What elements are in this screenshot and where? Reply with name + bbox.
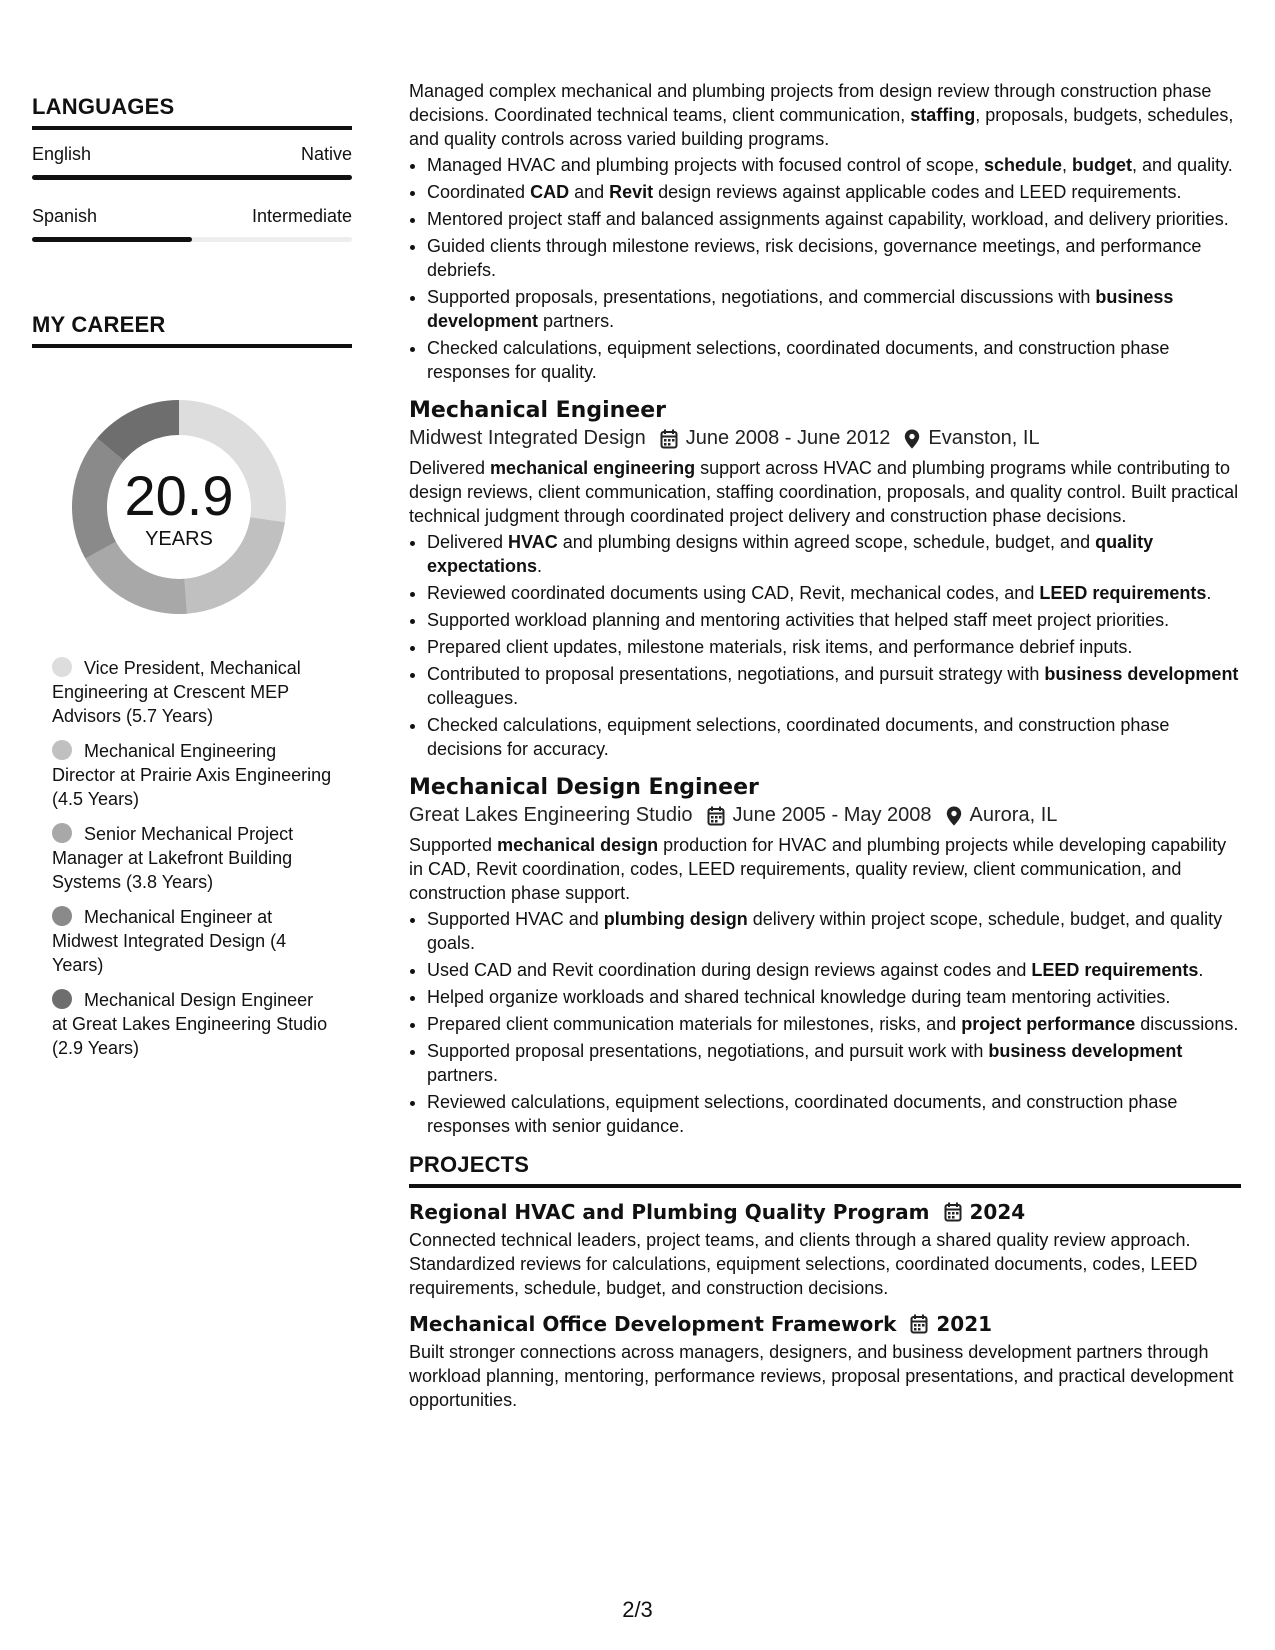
- bullet: • Used CAD and Revit coordination during design reviews against codes and LEED requirements.: [427, 958, 1241, 982]
- career-title: MY CAREER: [32, 312, 352, 348]
- project-name: Mechanical Office Development Framework: [409, 1312, 897, 1336]
- job-dates: June 2005 - May 2008: [732, 804, 932, 826]
- legend-swatch: [52, 989, 72, 1009]
- career-legend: [52, 656, 332, 1060]
- legend-label: Vice President, Mechanical Engineering at Crescent MEP Advisors (5.7 Years): [52, 658, 301, 726]
- language-item: [32, 206, 352, 242]
- bullet: • Guided clients through milestone reviews, risk decisions, governance meetings, and performance debriefs.: [427, 234, 1241, 282]
- legend-label: Mechanical Design Engineer at Great Lakes Engineering Studio (2.9 Years): [52, 990, 328, 1058]
- projects-title: PROJECTS: [409, 1152, 1241, 1188]
- job-meta: [409, 427, 1241, 450]
- language-proficiency-bar: [32, 175, 352, 180]
- job-entry: [409, 775, 1241, 1138]
- calendar-icon: [707, 806, 725, 826]
- bullet: • Contributed to proposal presentations, negotiations, and pursuit strategy with business development colleagues.: [427, 662, 1241, 710]
- bullet: • Managed HVAC and plumbing projects with focused control of scope, schedule, budget, and quality.: [427, 153, 1241, 177]
- language-item: [32, 144, 352, 180]
- bullet: • Delivered HVAC and plumbing designs within agreed scope, schedule, budget, and quality expectations.: [427, 530, 1241, 578]
- bullet: • Prepared client updates, milestone materials, risk items, and performance debrief inputs.: [427, 635, 1241, 659]
- job-bullets: [409, 530, 1241, 761]
- project-entry: [409, 1200, 1241, 1300]
- language-name: Spanish: [32, 206, 98, 226]
- left-column: [32, 94, 352, 1071]
- languages-title: LANGUAGES: [32, 94, 352, 130]
- legend-item: [52, 988, 332, 1060]
- bullet: • Checked calculations, equipment selections, coordinated documents, and construction phase responses for quality.: [427, 336, 1241, 384]
- bullet: • Prepared client communication materials for milestones, risks, and project performance discussions.: [427, 1012, 1241, 1036]
- job-summary: Supported mechanical design production for HVAC and plumbing projects while developing capability in CAD, Revit coordination, codes, LEED requirements, quality review, client communication, and construction phase support.: [409, 835, 1227, 903]
- language-proficiency-fill: [32, 237, 192, 242]
- career-total-years: 20.9: [124, 464, 234, 527]
- job-title: Mechanical Engineer: [409, 398, 666, 423]
- job-dates: June 2008 - June 2012: [685, 427, 891, 449]
- bullet: • Supported proposals, presentations, negotiations, and commercial discussions with business development partners.: [427, 285, 1241, 333]
- project-year: 2021: [936, 1312, 993, 1336]
- job-location: Evanston, IL: [928, 427, 1040, 449]
- project-name: Regional HVAC and Plumbing Quality Program: [409, 1200, 930, 1224]
- job-bullets: [409, 153, 1241, 384]
- language-proficiency-fill: [32, 175, 352, 180]
- bullet: • Supported HVAC and plumbing design delivery within project scope, schedule, budget, and quality goals.: [427, 907, 1241, 955]
- legend-swatch: [52, 657, 72, 677]
- legend-swatch: [52, 740, 72, 760]
- bullet: • Supported workload planning and mentoring activities that helped staff meet project priorities.: [427, 608, 1241, 632]
- legend-item: [52, 822, 332, 894]
- language-level: Intermediate: [251, 206, 352, 226]
- legend-item: [52, 905, 332, 977]
- project-description: Built stronger connections across managers, designers, and business development partners through workload planning, mentoring, performance reviews, proposal presentations, and practical development opportunities.: [409, 1342, 1234, 1410]
- calendar-icon: [944, 1202, 962, 1222]
- location-pin-icon: [946, 806, 962, 826]
- legend-label: Mechanical Engineer at Midwest Integrated Design (4 Years): [52, 907, 287, 975]
- career-total-unit: YEARS: [145, 528, 213, 550]
- career-donut-chart: [64, 392, 294, 622]
- location-pin-icon: [904, 429, 920, 449]
- legend-swatch: [52, 906, 72, 926]
- project-description: Connected technical leaders, project teams, and clients through a shared quality review approach. Standardized reviews for calculations, equipment selections, coordinated documents, codes, LEED requirements, schedule, budget, and construction decisions.: [409, 1230, 1198, 1298]
- bullet: • Reviewed calculations, equipment selections, coordinated documents, and construction phase responses with senior guidance.: [427, 1090, 1241, 1138]
- legend-item: [52, 739, 332, 811]
- language-name: English: [32, 144, 92, 164]
- language-proficiency-bar: [32, 237, 352, 242]
- legend-label: Mechanical Engineering Director at Prairie Axis Engineering (4.5 Years): [52, 741, 332, 809]
- project-entry: [409, 1312, 1241, 1412]
- job-company: Great Lakes Engineering Studio: [409, 804, 693, 826]
- bullet: • Supported proposal presentations, negotiations, and pursuit work with business development partners.: [427, 1039, 1241, 1087]
- bullet: • Mentored project staff and balanced assignments against capability, workload, and delivery priorities.: [427, 207, 1241, 231]
- projects-section: [409, 1152, 1241, 1412]
- job-entry: [409, 398, 1241, 761]
- calendar-icon: [910, 1314, 928, 1334]
- page-number: 2/3: [622, 1597, 653, 1622]
- job-location: Aurora, IL: [969, 804, 1058, 826]
- project-year: 2024: [969, 1200, 1026, 1224]
- legend-item: [52, 656, 332, 728]
- job-bullets: [409, 907, 1241, 1138]
- legend-swatch: [52, 823, 72, 843]
- job-summary: Managed complex mechanical and plumbing projects from design review through construction phase decisions. Coordinated technical teams, client communication, staffing, proposals, budgets, schedules, and quality controls across varied building programs.: [409, 81, 1234, 149]
- legend-label: Senior Mechanical Project Manager at Lakefront Building Systems (3.8 Years): [52, 824, 294, 892]
- calendar-icon: [660, 429, 678, 449]
- bullet: • Helped organize workloads and shared technical knowledge during team mentoring activities.: [427, 985, 1241, 1009]
- job-company: Midwest Integrated Design: [409, 427, 646, 449]
- bullet: • Checked calculations, equipment selections, coordinated documents, and construction phase decisions for accuracy.: [427, 713, 1241, 761]
- job-meta: [409, 804, 1241, 827]
- language-level: Native: [300, 144, 352, 164]
- bullet: • Reviewed coordinated documents using CAD, Revit, mechanical codes, and LEED requirements.: [427, 581, 1241, 605]
- right-column: [409, 79, 1241, 1412]
- job-title: Mechanical Design Engineer: [409, 775, 759, 800]
- bullet: • Coordinated CAD and Revit design reviews against applicable codes and LEED requirements.: [427, 180, 1241, 204]
- job-summary: Delivered mechanical engineering support across HVAC and plumbing programs while contributing to design reviews, client communication, staffing coordination, proposals, and quality control. Built practical technical judgment through coordinated project delivery and construction phase decisions.: [409, 458, 1239, 526]
